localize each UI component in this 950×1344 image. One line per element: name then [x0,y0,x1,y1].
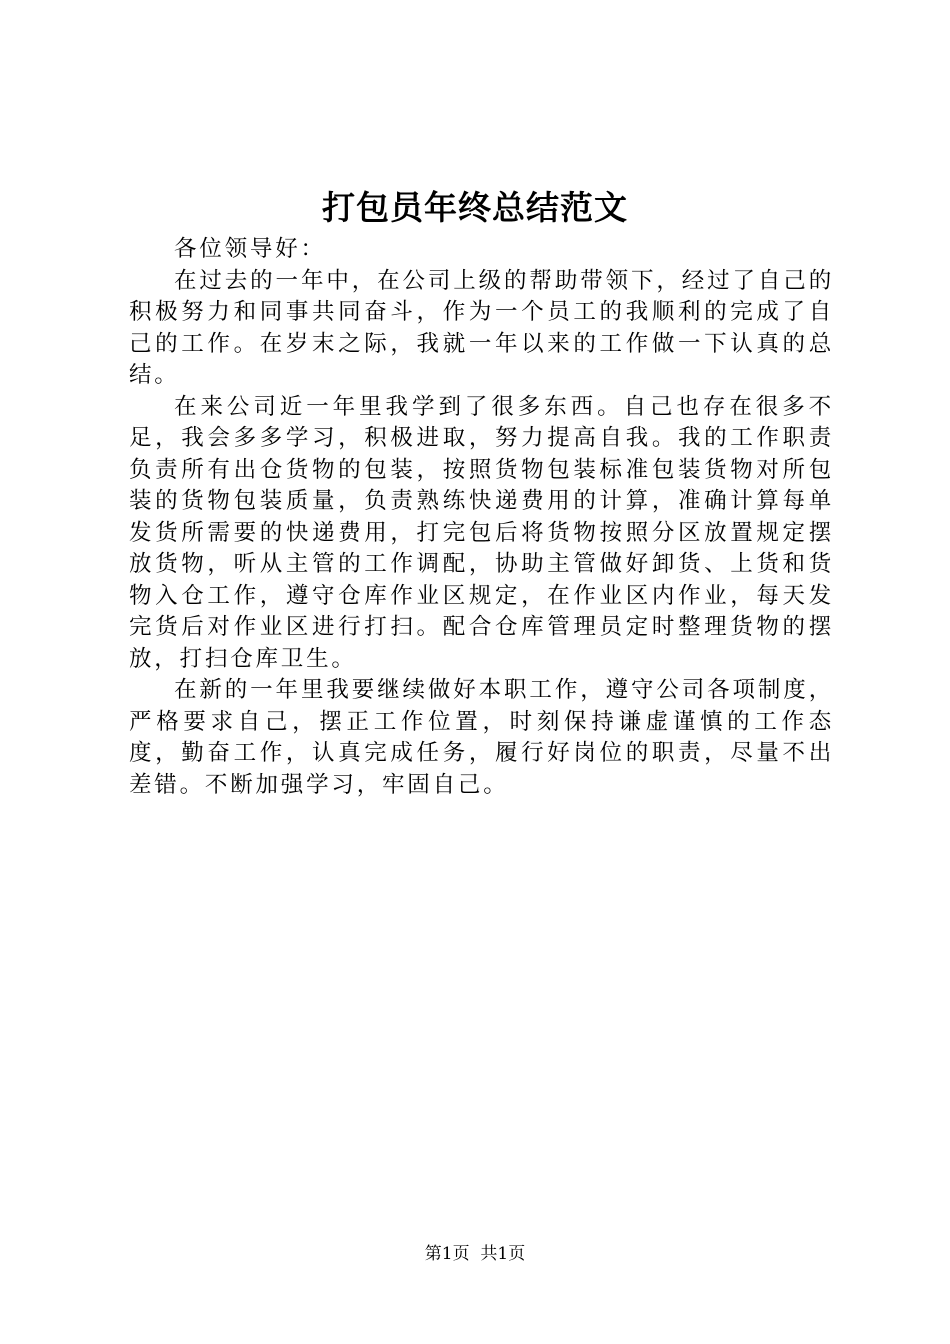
page-number: 第1页 [424,1244,470,1264]
document-body [129,234,834,801]
paragraph-3: 在新的一年里我要继续做好本职工作，遵守公司各项制度，严格要求自己，摆正工作位置，时刻保持谦虚谨慎的工作态度，勤奋工作，认真完成任务，履行好岗位的职责，尽量不出差错。不断加强学习，牢固自己。 [129,677,834,798]
paragraph-1: 在过去的一年中，在公司上级的帮助带领下，经过了自己的积极努力和同事共同奋斗，作为一个员工的我顺利的完成了自己的工作。在岁末之际，我就一年以来的工作做一下认真的总结。 [129,267,834,388]
page-total: 共1页 [480,1244,526,1264]
footer-separator [470,1244,481,1264]
page-footer [0,1242,950,1266]
document-title: 打包员年终总结范文 [322,188,628,227]
paragraph-2: 在来公司近一年里我学到了很多东西。自己也存在很多不足，我会多多学习，积极进取，努力提高自我。我的工作职责负责所有出仓货物的包装，按照货物包装标准包装货物对所包装的货物包装质量，负责熟练快递费用的计算，准确计算每单发货所需要的快递费用，打完包后将货物按照分区放置规定摆放货物，听从主管的工作调配，协助主管做好卸货、上货和货物入仓工作，遵守仓库作业区规定，在作业区内作业，每天发完货后对作业区进行打扫。配合仓库管理员定时整理货物的摆放，打扫仓库卫生。 [129,393,834,672]
salutation: 各位领导好： [174,236,326,262]
